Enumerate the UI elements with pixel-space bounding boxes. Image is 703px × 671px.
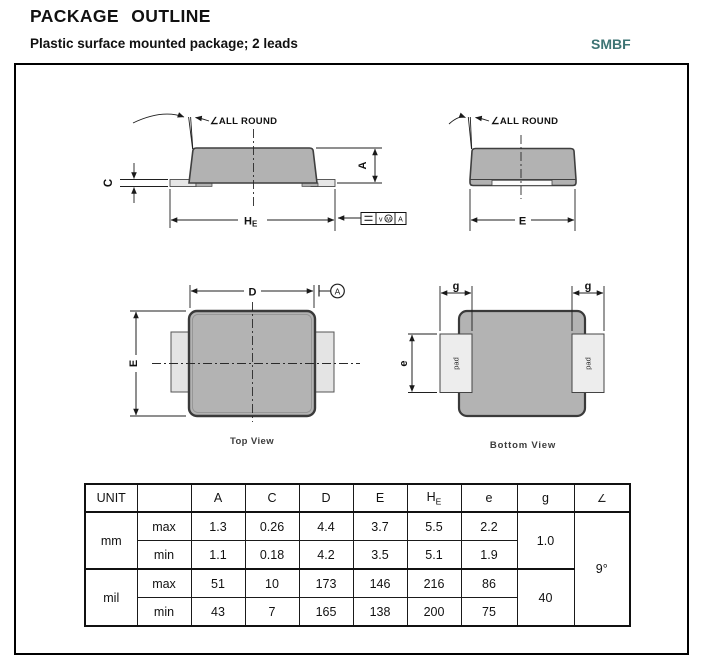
front-dim-a-label: A bbox=[357, 161, 369, 170]
side-bottom-pad bbox=[492, 180, 552, 185]
cell-mm-g: 1.0 bbox=[517, 512, 574, 569]
cell-mm-min-e: 3.5 bbox=[353, 541, 407, 570]
top-tab-right bbox=[314, 332, 334, 392]
header-unit: UNIT bbox=[85, 484, 137, 512]
side-allround-label: ∠ALL ROUND bbox=[491, 116, 559, 127]
table-header-row bbox=[85, 484, 630, 512]
cell-mm-max-c: 0.26 bbox=[245, 512, 299, 541]
header-d: D bbox=[299, 484, 353, 512]
side-dim-e-label: E bbox=[518, 215, 527, 228]
front-dim-c-label: C bbox=[103, 178, 115, 188]
cell-mil-max-d: 173 bbox=[299, 569, 353, 598]
side-allround-arc bbox=[449, 117, 466, 124]
bottom-dim-g-right-label: g bbox=[584, 280, 592, 293]
cell-mm-min-he: 5.1 bbox=[407, 541, 461, 570]
header-angle: ∠ bbox=[574, 484, 630, 512]
header-e-small: e bbox=[461, 484, 517, 512]
top-view bbox=[128, 284, 360, 447]
cell-mm-max-d: 4.4 bbox=[299, 512, 353, 541]
cell-mm-max-he: 5.5 bbox=[407, 512, 461, 541]
unit-mil: mil bbox=[85, 569, 137, 626]
top-dim-d-label: D bbox=[248, 286, 257, 299]
cell-mil-max-e2: 86 bbox=[461, 569, 517, 598]
cell-mm-min-c: 0.18 bbox=[245, 541, 299, 570]
top-dim-e-label: E bbox=[128, 359, 140, 368]
front-dim-he-label: HE bbox=[244, 215, 258, 229]
bottom-view bbox=[398, 281, 604, 452]
dimension-table bbox=[84, 483, 631, 627]
header-e: E bbox=[353, 484, 407, 512]
front-allround-label: ∠ALL ROUND bbox=[210, 116, 278, 127]
package-name: SMBF bbox=[591, 36, 631, 52]
bottom-view-caption: Bottom View bbox=[489, 440, 557, 451]
header-a: A bbox=[191, 484, 245, 512]
cell-mm-max-a: 1.3 bbox=[191, 512, 245, 541]
datum-a-label: A bbox=[334, 286, 341, 297]
bottom-body bbox=[459, 311, 585, 416]
cell-mil-min-he: 200 bbox=[407, 598, 461, 627]
table-row-mm-max bbox=[85, 512, 630, 541]
limit-min: min bbox=[137, 598, 191, 627]
unit-mm: mm bbox=[85, 512, 137, 569]
cell-mm-min-a: 1.1 bbox=[191, 541, 245, 570]
datum-a bbox=[319, 284, 344, 298]
header-g: g bbox=[517, 484, 574, 512]
cell-mil-min-e: 138 bbox=[353, 598, 407, 627]
cell-mil-g: 40 bbox=[517, 569, 574, 626]
cell-mil-min-e2: 75 bbox=[461, 598, 517, 627]
cell-mm-max-e2: 2.2 bbox=[461, 512, 517, 541]
table-row-mil-max bbox=[85, 569, 630, 598]
cell-mm-min-d: 4.2 bbox=[299, 541, 353, 570]
cell-mil-min-a: 43 bbox=[191, 598, 245, 627]
bottom-pad-left-label: pad bbox=[451, 357, 461, 370]
limit-max: max bbox=[137, 569, 191, 598]
drawing-frame bbox=[14, 63, 689, 655]
cell-mil-max-c: 10 bbox=[245, 569, 299, 598]
cell-mm-min-e2: 1.9 bbox=[461, 541, 517, 570]
mmc-modifier: M bbox=[386, 217, 391, 223]
front-body bbox=[189, 148, 317, 183]
header-limit bbox=[137, 484, 191, 512]
cell-mil-max-he: 216 bbox=[407, 569, 461, 598]
bottom-dim-e-label: e bbox=[398, 360, 410, 367]
cell-mil-max-a: 51 bbox=[191, 569, 245, 598]
top-view-caption: Top View bbox=[229, 436, 275, 447]
top-tab-left bbox=[171, 332, 190, 392]
tolerance-datum: A bbox=[398, 216, 403, 224]
page-title: PACKAGE OUTLINE bbox=[30, 6, 211, 26]
cell-mil-min-c: 7 bbox=[245, 598, 299, 627]
header-c: C bbox=[245, 484, 299, 512]
page-subtitle: Plastic surface mounted package; 2 leads bbox=[30, 36, 298, 51]
cell-mil-max-e: 146 bbox=[353, 569, 407, 598]
cell-angle: 9° bbox=[574, 512, 630, 626]
bottom-pad-right-label: pad bbox=[583, 357, 593, 370]
side-view bbox=[449, 116, 576, 231]
limit-max: max bbox=[137, 512, 191, 541]
cell-mm-max-e: 3.7 bbox=[353, 512, 407, 541]
tolerance-value: v bbox=[379, 216, 383, 224]
front-view bbox=[103, 114, 406, 231]
cell-mil-min-d: 165 bbox=[299, 598, 353, 627]
tolerance-frame bbox=[338, 213, 406, 225]
front-allround-arc bbox=[133, 114, 184, 123]
limit-min: min bbox=[137, 541, 191, 570]
header-he: $H_E$ bbox=[407, 484, 461, 512]
bottom-dim-g-left-label: g bbox=[452, 280, 460, 293]
